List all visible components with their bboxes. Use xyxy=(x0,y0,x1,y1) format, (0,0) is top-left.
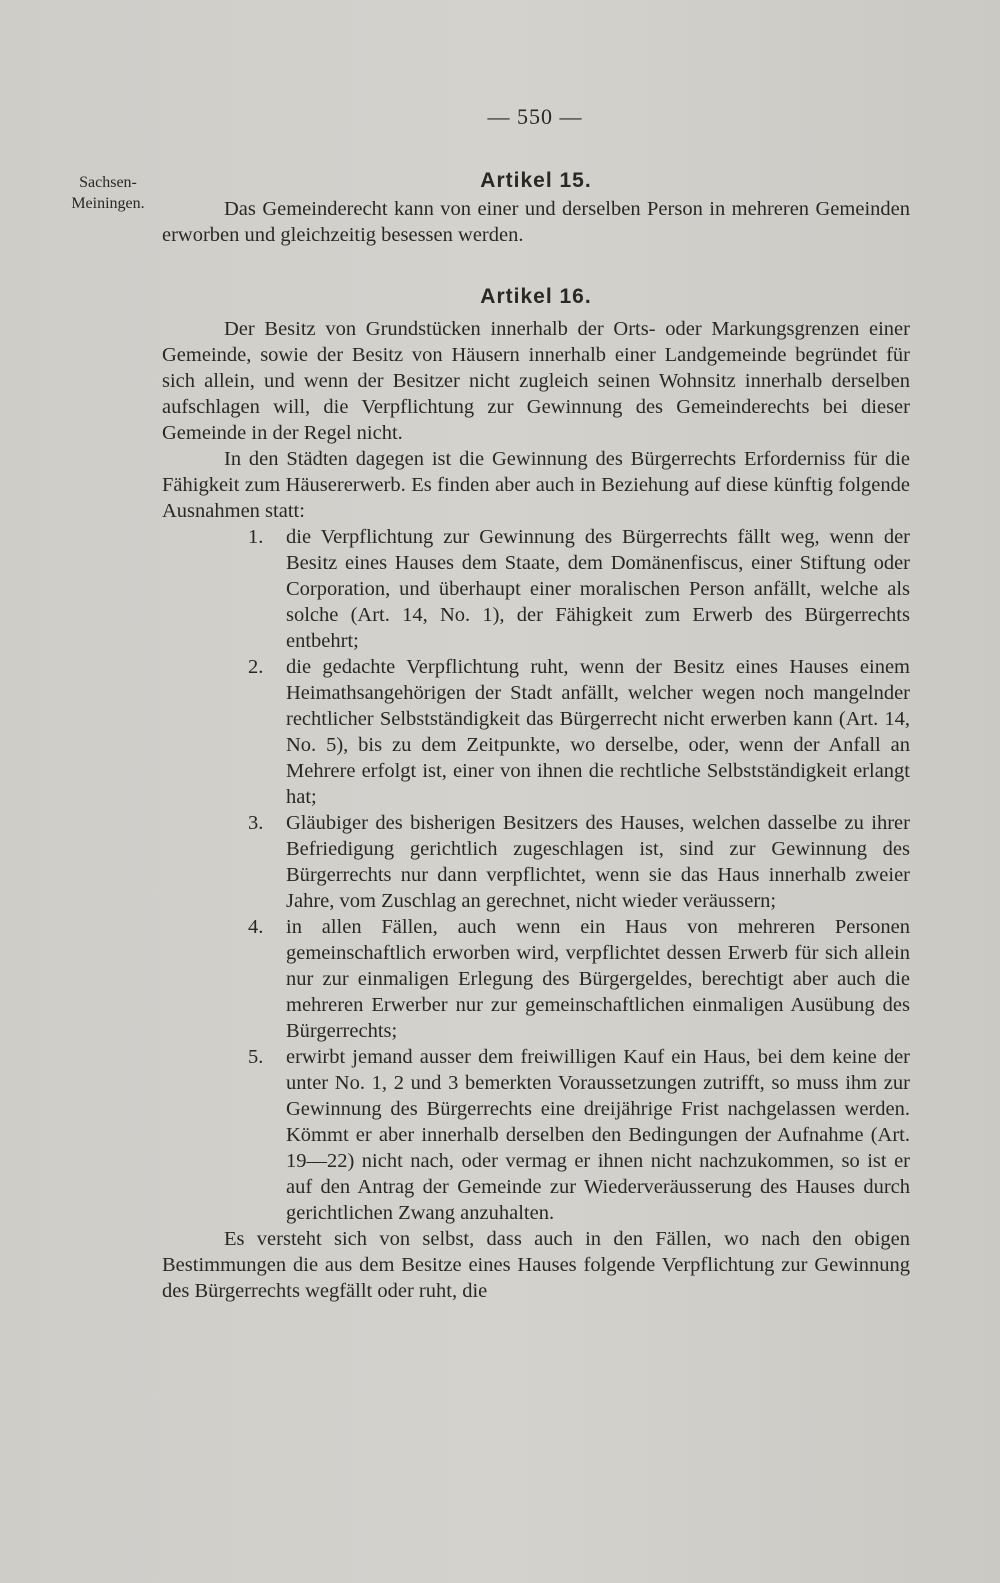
article-16-paragraph-3: Es versteht sich von selbst, dass auch in den Fällen, wo nach den obigen Bestimmungen die aus dem Besitze eines Hauses folgende Verpflichtung zur Gewinnung des Bürgerrechts wegfällt oder ruht, die xyxy=(162,1228,910,1302)
list-item-text: die Verpflichtung zur Gewinnung des Bürgerrechts fällt weg, wenn der Besitz eines Hauses dem Staate, dem Domänenfiscus, einer Stiftung oder Corporation, und überhaupt einer moralischen Person anfällt, welche als solche (Art. 14, No. 1), der Fähigkeit zum Erwerb des Bürgerrechts entbehrt; xyxy=(286,526,910,652)
list-item-number: 1. xyxy=(248,526,264,548)
list-item-text: die gedachte Verpflichtung ruht, wenn der Besitz eines Hauses einem Heimathsangehörigen der Stadt anfällt, welcher wegen noch mangelnder rechtlicher Selbstständigkeit das Bürgerrecht nicht erwerben kann (Art. 14, No. 5), bis zu dem Zeitpunkte, wo derselbe, oder, wenn der Anfall an Mehrere erfolgt ist, einer von ihnen die rechtliche Selbstständigkeit erlangt hat; xyxy=(286,656,910,808)
list-item xyxy=(162,654,910,810)
article-15-text: Das Gemeinderecht kann von einer und derselben Person in mehreren Gemeinden erworben und gleichzeitig besessen werden. xyxy=(162,198,910,246)
article-16-paragraph-2: In den Städten dagegen ist die Gewinnung des Bürgerrechts Erforderniss für die Fähigkeit zum Häusererwerb. Es finden aber auch in Beziehung auf diese künftig folgende Ausnahmen statt: xyxy=(162,448,910,522)
list-item-number: 5. xyxy=(248,1046,264,1068)
article-16-heading: Artikel 16. xyxy=(480,285,592,308)
article-16-paragraph-1: Der Besitz von Grundstücken innerhalb der Orts- oder Markungsgrenzen einer Gemeinde, sowie der Besitz von Häusern innerhalb einer Landgemeinde begründet für sich allein, und wenn der Besitzer nicht zugleich seinen Wohnsitz innerhalb derselben aufschlagen will, die Verpflichtung zur Gewinnung des Gemeinderechts bei dieser Gemeinde in der Regel nicht. xyxy=(162,318,910,444)
document-body xyxy=(162,166,910,1304)
list-item xyxy=(162,524,910,654)
list-item-number: 3. xyxy=(248,812,264,834)
exception-list xyxy=(162,524,910,1226)
list-item-text: in allen Fällen, auch wenn ein Haus von mehreren Personen gemeinschaftlich erworben wird, verpflichtet dessen Erwerb für sich allein nur zur einmaligen Erlegung des Bürgergeldes, berechtigt aber auch die mehreren Erwerber nur zur gemeinschaftlichen einmaligen Ausübung des Bürgerrechts; xyxy=(286,916,910,1042)
list-item xyxy=(162,810,910,914)
list-item-number: 4. xyxy=(248,916,264,938)
article-15-heading: Artikel 15. xyxy=(480,169,592,192)
list-item-number: 2. xyxy=(248,656,264,678)
margin-note: Sachsen-Meiningen. xyxy=(71,174,145,212)
list-item-text: Gläubiger des bisherigen Besitzers des Hauses, welchen dasselbe zu ihrer Befriedigung gerichtlich zugeschlagen ist, sind zur Gewinnung des Bürgerrechts nur dann verpflichtet, wenn sie das Haus innerhalb zweier Jahre, vom Zuschlag an gerechnet, nicht wieder veräussern; xyxy=(286,812,910,912)
list-item-text: erwirbt jemand ausser dem freiwilligen Kauf ein Haus, bei dem keine der unter No. 1, 2 und 3 bemerkten Voraussetzungen zutrifft, so muss ihm zur Gewinnung des Bürgerrechts eine dreijährige Frist nachgelassen werden. Kömmt er aber innerhalb derselben den Bedingungen der Aufnahme (Art. 19—22) nicht nach, oder vermag er ihnen nicht nachzukommen, so ist er auf den Antrag der Gemeinde zur Wiederveräusserung des Hauses durch gerichtlichen Zwang anzuhalten. xyxy=(286,1046,910,1224)
page-number: — 550 — xyxy=(487,104,583,129)
list-item xyxy=(162,914,910,1044)
list-item xyxy=(162,1044,910,1226)
